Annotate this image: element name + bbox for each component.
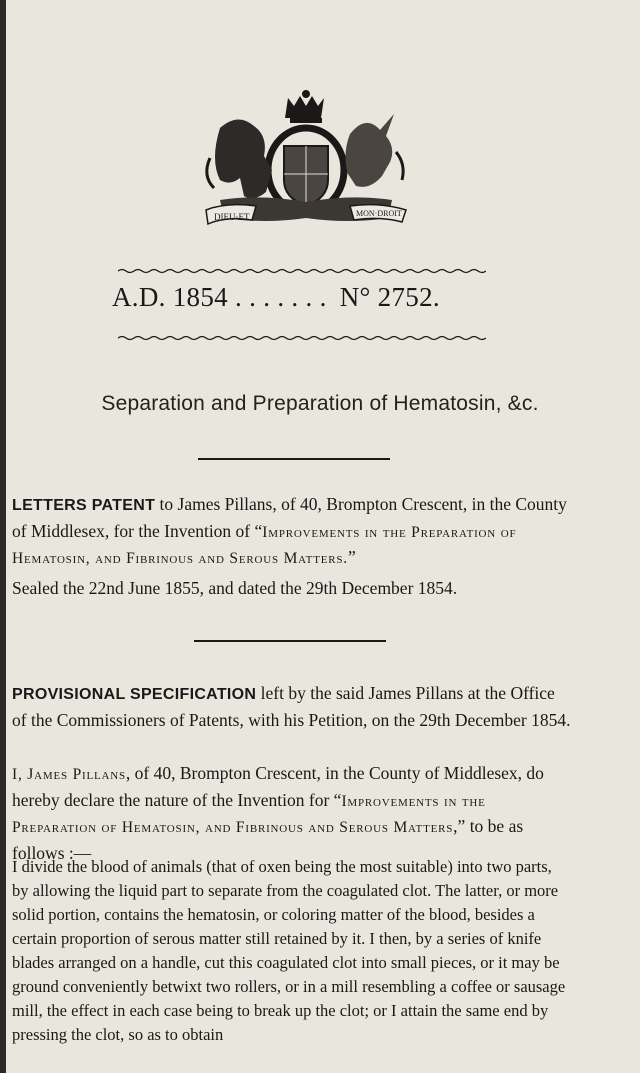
provisional-heading: PROVISIONAL SPECIFICATION	[12, 686, 257, 703]
provisional-specification-paragraph	[12, 681, 572, 732]
divider-rule-2	[194, 640, 386, 642]
decorative-wavy-rule-top	[118, 268, 486, 274]
declaration-invention-smallcaps: Improvements in the Preparation of Hematosin, and Fibrinous and Serous Matters	[12, 792, 486, 836]
declaration-ending: ,” to be as follows :—	[12, 816, 524, 863]
closing-quote: ”	[347, 547, 356, 567]
declarant-name: I, James Pillans	[12, 766, 126, 783]
letters-patent-text: to James Pillans, of 40, Brompton Crescent, in the County of Middlesex, for the Invention of “	[12, 494, 567, 541]
patent-number-line	[112, 282, 492, 313]
letters-patent-heading: LETTERS PATENT	[12, 497, 156, 514]
sealed-line	[12, 576, 572, 601]
leader-dots: . . . . . . .	[235, 282, 327, 312]
declaration-paragraph	[12, 761, 572, 865]
motto-right: MON·DROIT	[356, 209, 402, 218]
page-edge-shadow	[0, 0, 6, 1073]
motto-left: DIEU·ET	[214, 212, 250, 222]
divider-rule	[198, 458, 390, 460]
specification-body	[12, 855, 572, 1047]
decorative-wavy-rule-bottom	[118, 335, 486, 341]
royal-coat-of-arms-emblem	[200, 88, 412, 238]
provisional-text: left by the said James Pillans at the Office of the Commissioners of Patents, with his Petition, on the 29th December 1854.	[12, 683, 571, 730]
body-paragraph: I divide the blood of animals (that of oxen being the most suitable) into two parts, by allowing the liquid part to separate from the coagulated clot. The latter, or more solid portion, contains the hematosin, or coloring matter of the blood, besides a certain proportion of serous matter still retained by it. I then, by a series of knife blades arranged on a handle, cut this coagulated clot into small pieces, or it may be ground conveniently betwixt two rollers, or in a mill resembling a coffee or sausage mill, the effect in each case being to break up the clot; or I attain the same end by pressing the clot, so as to obtain	[12, 857, 566, 1044]
invention-title-smallcaps: Improvements in the Preparation of Hematosin, and Fibrinous and Serous Matters.	[12, 523, 517, 567]
letters-patent-paragraph	[12, 492, 572, 572]
patent-number: N° 2752.	[339, 282, 440, 312]
declaration-text: , of 40, Brompton Crescent, in the County of Middlesex, do hereby declare the nature of the Invention for “	[12, 763, 544, 810]
sealed-text: Sealed the 22nd June 1855, and dated the 29th December 1854.	[12, 578, 458, 598]
patent-title: Separation and Preparation of Hematosin, &c.	[101, 392, 539, 415]
patent-year: A.D. 1854	[112, 282, 228, 312]
